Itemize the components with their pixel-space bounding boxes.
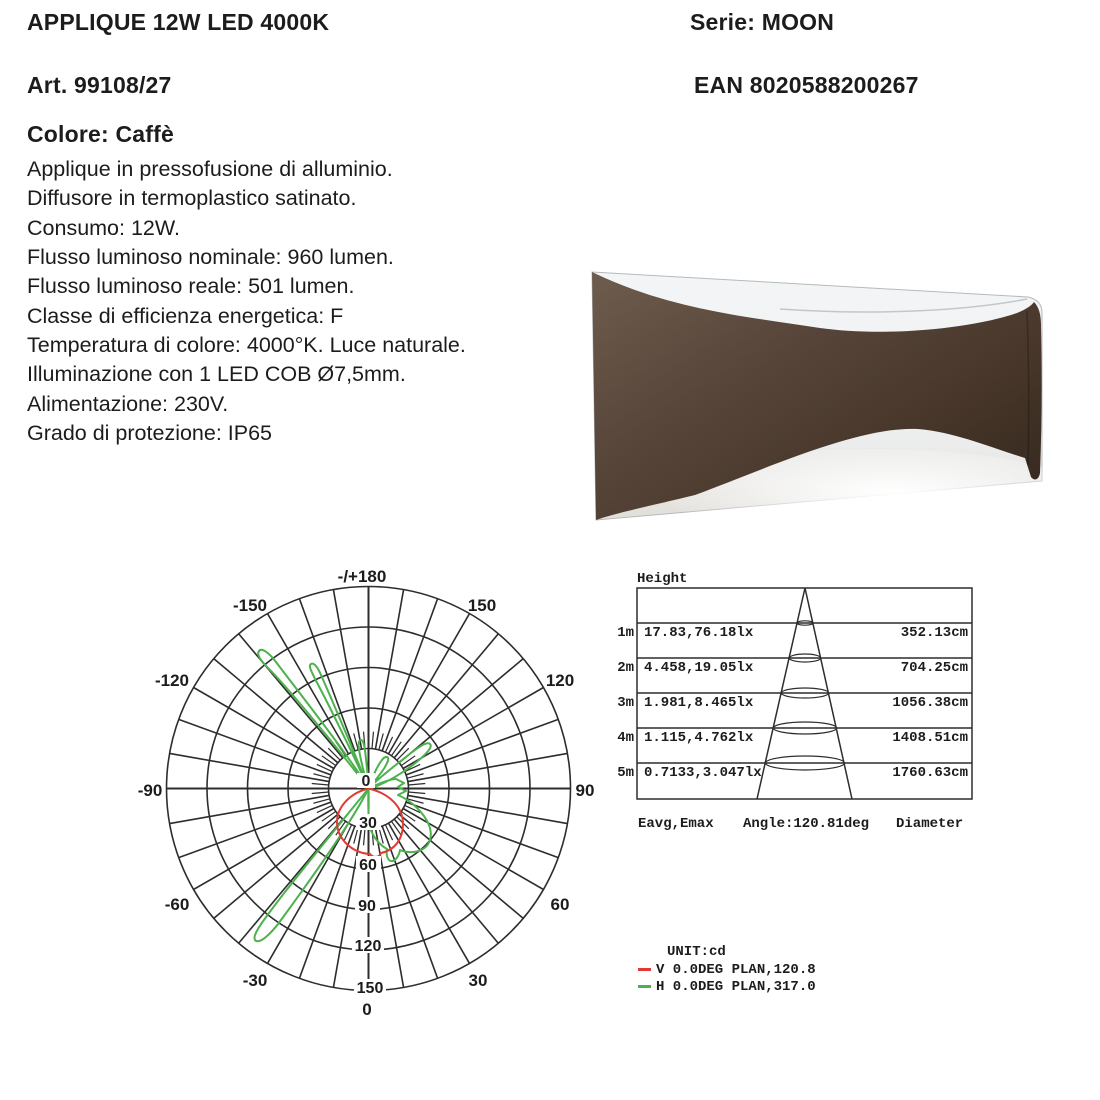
radial-label-90: 90 (358, 898, 376, 915)
row-height-label: 1m (617, 625, 634, 641)
h-plane-color-swatch (638, 985, 651, 988)
angle-label-60: 60 (550, 895, 570, 914)
row-height-label: 3m (617, 695, 634, 711)
radial-label-60: 60 (359, 857, 377, 874)
footer-eavg-emax: Eavg,Emax (638, 816, 714, 832)
description-line: Diffusore in termoplastico satinato. (27, 186, 357, 211)
row-lux-value: 4.458,19.05lx (644, 660, 754, 676)
radial-label-30: 30 (359, 815, 377, 832)
angle-label-120: 120 (545, 671, 575, 690)
article-number: Art. 99108/27 (27, 72, 172, 98)
v-plane-color-swatch (638, 968, 651, 971)
row-diameter-value: 1760.63cm (892, 765, 968, 781)
description-line: Grado di protezione: IP65 (27, 421, 273, 446)
angle-label-90: 90 (575, 781, 595, 800)
curve-legend (630, 944, 816, 995)
description-line: Flusso luminoso reale: 501 lumen. (27, 274, 355, 299)
polar-chart (128, 556, 610, 1040)
series-label: Serie: MOON (690, 9, 835, 35)
product-photo (580, 253, 1060, 533)
legend-v-label: V 0.0DEG PLAN,120.8 (656, 961, 816, 978)
footer-angle: Angle:120.81deg (743, 816, 870, 832)
angle-label-0: 0 (362, 1000, 372, 1019)
radial-label-120: 120 (354, 938, 382, 955)
angle-label-m120: -120 (154, 671, 190, 690)
ean-code: EAN 8020588200267 (694, 72, 919, 98)
row-diameter-value: 352.13cm (900, 625, 968, 641)
angle-label-m60: -60 (164, 895, 190, 914)
row-height-label: 2m (617, 660, 634, 676)
description-line: Applique in pressofusione di alluminio. (27, 157, 393, 181)
angle-label-180: -/+180 (337, 567, 387, 586)
product-title: APPLIQUE 12W LED 4000K (27, 9, 330, 35)
row-lux-value: 17.83,76.18lx (644, 625, 754, 641)
description-block (27, 155, 466, 448)
legend-h-label: H 0.0DEG PLAN,317.0 (656, 978, 816, 995)
color-label: Colore: Caffè (27, 121, 175, 147)
row-diameter-value: 1056.38cm (892, 695, 968, 711)
row-diameter-value: 1408.51cm (892, 730, 968, 746)
legend-v-row (630, 961, 816, 978)
curve-h-plane (255, 650, 431, 941)
description-line: Alimentazione: 230V. (27, 391, 229, 416)
description-line: Temperatura di colore: 4000°K. Luce naturale. (27, 333, 466, 358)
angle-label-150: 150 (467, 596, 497, 615)
row-lux-value: 1.981,8.465lx (644, 695, 754, 711)
radial-label-150: 150 (356, 980, 384, 997)
row-height-label: 5m (617, 765, 634, 781)
height-table (600, 565, 1000, 840)
row-diameter-value: 704.25cm (900, 660, 968, 676)
angle-label-30: 30 (468, 971, 488, 990)
description-line: Flusso luminoso nominale: 960 lumen. (27, 245, 394, 270)
row-height-label: 4m (617, 730, 634, 746)
footer-diameter: Diameter (896, 816, 964, 832)
angle-label-m90: -90 (137, 781, 163, 800)
angle-label-m30: -30 (242, 971, 268, 990)
row-lux-value: 1.115,4.762lx (644, 730, 754, 746)
description-line: Consumo: 12W. (27, 215, 180, 240)
table-title: Height (637, 571, 688, 587)
row-lux-value: 0.7133,3.047lx (644, 765, 762, 781)
description-line: Illuminazione con 1 LED COB Ø7,5mm. (27, 362, 406, 387)
legend-unit: UNIT:cd (667, 944, 726, 960)
angle-label-m150: -150 (232, 596, 268, 615)
radial-label-0: 0 (361, 773, 371, 790)
description-line: Classe di efficienza energetica: F (27, 303, 344, 328)
legend-h-row (630, 978, 816, 995)
